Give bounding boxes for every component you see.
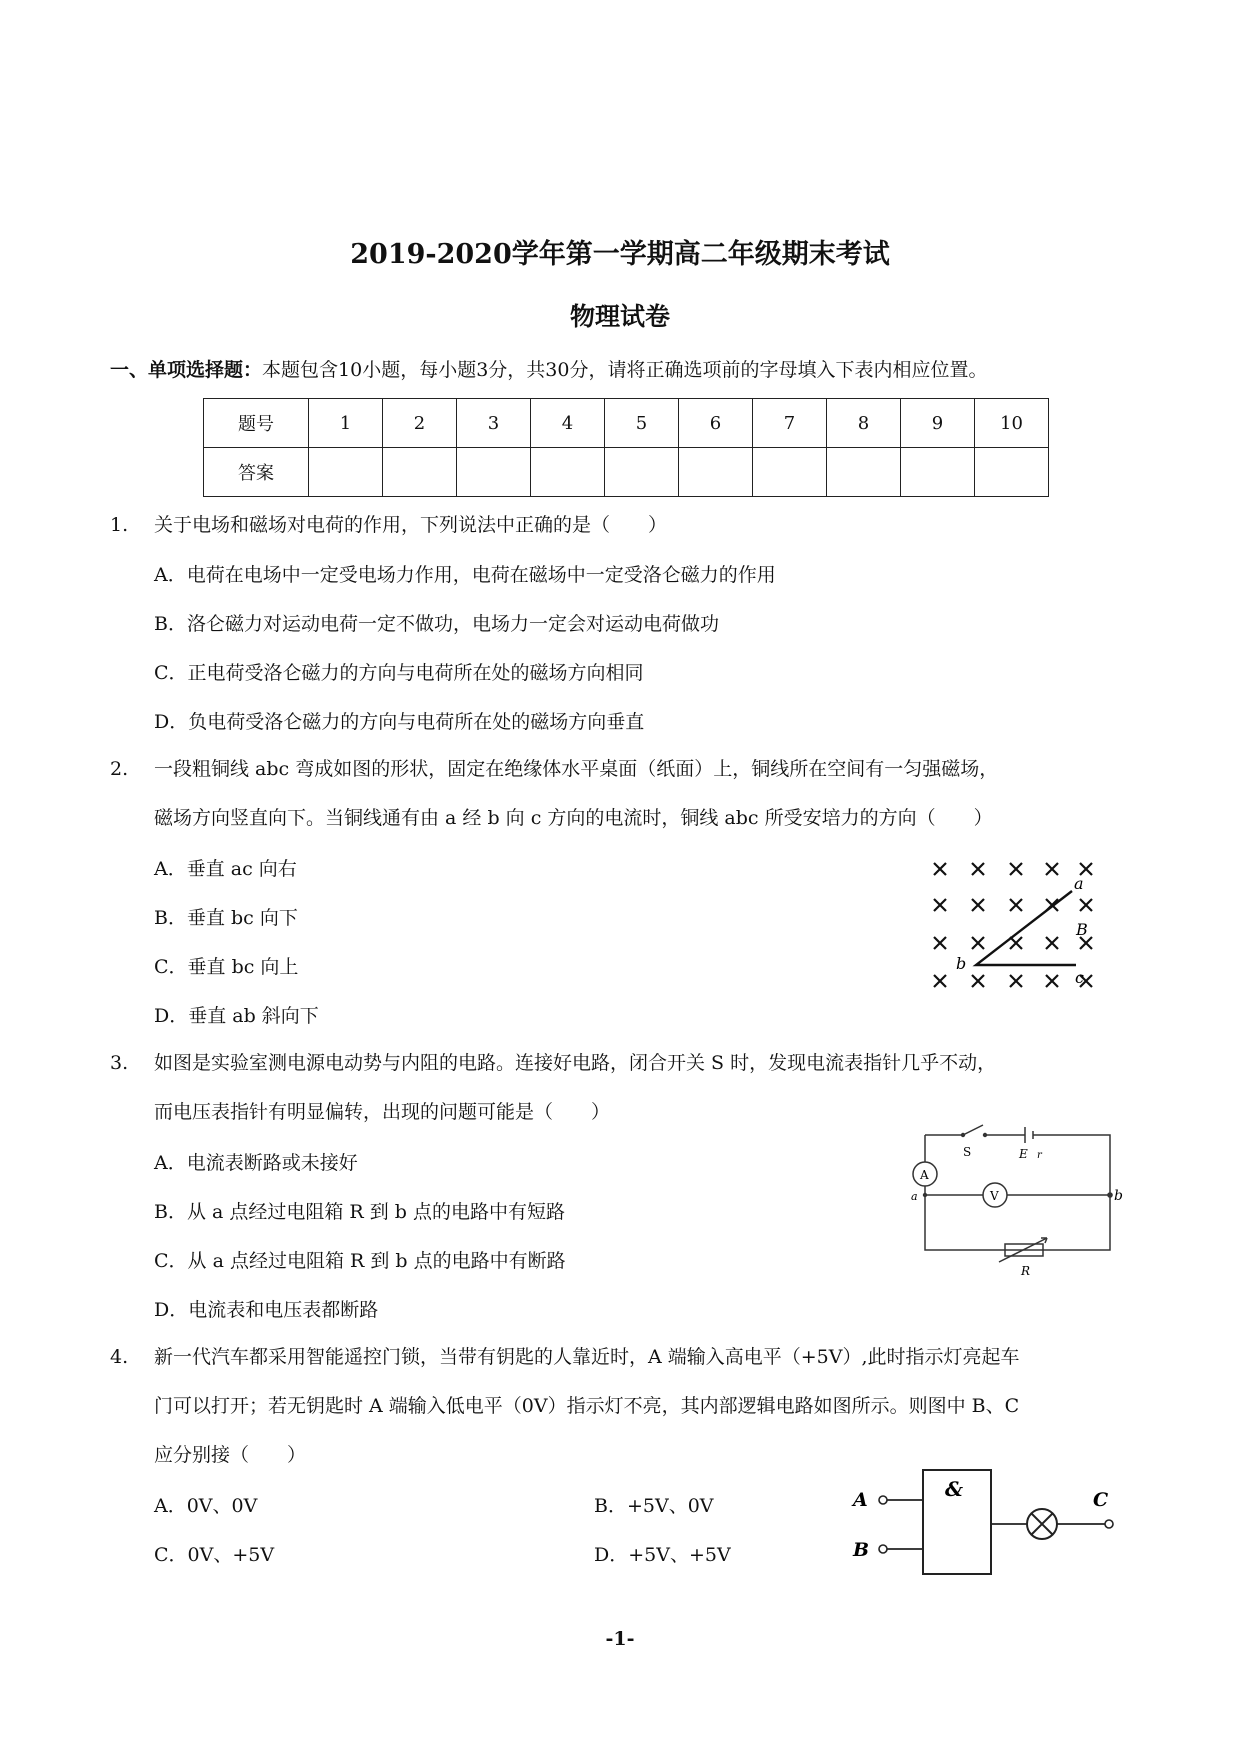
- question-3-stem-line1: 如图是实验室测电源电动势与内阻的电路。连接好电路，闭合开关 S 时，发现电流表指针几乎不动，: [154, 1052, 997, 1074]
- copper-wire-abc: [976, 891, 1076, 965]
- circuit-wires: [925, 1125, 1110, 1262]
- question-2-option-c: C．垂直 bc 向上: [154, 956, 299, 978]
- logic-gate-figure: [845, 1462, 1125, 1587]
- question-number-cell: 2: [383, 399, 457, 448]
- table-header-cell: 答案: [204, 448, 309, 497]
- label-A: A: [853, 1489, 868, 1511]
- question-2-number: 2.: [110, 758, 129, 780]
- voltmeter-label: V: [990, 1189, 999, 1203]
- question-4-stem-line2: 门可以打开；若无钥匙时 A 端输入低电平（0V）指示灯不亮，其内部逻辑电路如图所示。则图中 B、C: [154, 1395, 1020, 1417]
- label-a: a: [1074, 874, 1084, 893]
- answer-cell[interactable]: [383, 448, 457, 497]
- answer-cell[interactable]: [679, 448, 753, 497]
- question-4-stem-line3: 应分别接（ ）: [154, 1444, 307, 1466]
- page-subtitle: 物理试卷: [569, 302, 670, 331]
- and-gate-symbol: &: [945, 1477, 964, 1501]
- answer-cell[interactable]: [457, 448, 531, 497]
- question-number-cell: 4: [531, 399, 605, 448]
- question-1-stem: 关于电场和磁场对电荷的作用，下列说法中正确的是（ ）: [154, 514, 668, 536]
- label-b: b: [956, 954, 967, 973]
- question-number-cell: 9: [901, 399, 975, 448]
- question-2-option-b: B．垂直 bc 向下: [154, 907, 298, 929]
- question-number-cell: 3: [457, 399, 531, 448]
- label-a: a: [911, 1190, 918, 1203]
- label-B: B: [1076, 920, 1088, 939]
- question-3-option-c: C．从 a 点经过电阻箱 R 到 b 点的电路中有断路: [154, 1250, 566, 1272]
- question-3-stem-line2: 而电压表指针有明显偏转，出现的问题可能是（ ）: [154, 1101, 611, 1123]
- table-row: [204, 448, 1049, 497]
- output-c-terminal-icon: [1105, 1520, 1113, 1528]
- section-label: 一、单项选择题：: [110, 359, 263, 381]
- input-a-terminal-icon: [879, 1496, 887, 1504]
- question-2-option-d: D．垂直 ab 斜向下: [154, 1005, 319, 1027]
- table-row: [204, 399, 1049, 448]
- lamp-icon: [1027, 1509, 1057, 1539]
- question-number-cell: 6: [679, 399, 753, 448]
- node-b-icon: [1107, 1192, 1113, 1198]
- label-B: B: [853, 1539, 870, 1561]
- question-number-cell: 7: [753, 399, 827, 448]
- label-b: b: [1114, 1188, 1123, 1204]
- question-number-cell: 8: [827, 399, 901, 448]
- circuit-figure: [905, 1110, 1123, 1278]
- answer-cell[interactable]: [753, 448, 827, 497]
- question-4-option-b: B．+5V、0V: [594, 1495, 714, 1517]
- answer-cell[interactable]: [309, 448, 383, 497]
- question-number-cell: 10: [975, 399, 1049, 448]
- question-1-option-d: D．负电荷受洛仑磁力的方向与电荷所在处的磁场方向垂直: [154, 711, 645, 733]
- question-3-option-a: A．电流表断路或未接好: [154, 1152, 358, 1174]
- answer-cell[interactable]: [827, 448, 901, 497]
- answer-cell[interactable]: [901, 448, 975, 497]
- answer-table: [203, 398, 1049, 497]
- page-number: -1-: [605, 1628, 635, 1650]
- label-r: r: [1037, 1150, 1042, 1161]
- table-header-cell: 题号: [204, 399, 309, 448]
- page-title: 2019-2020学年第一学期高二年级期末考试: [350, 239, 890, 270]
- question-2-option-a: A．垂直 ac 向右: [154, 858, 297, 880]
- question-3-number: 3.: [110, 1052, 129, 1074]
- node-a-icon: [923, 1193, 927, 1197]
- question-3-option-d: D．电流表和电压表都断路: [154, 1299, 379, 1321]
- gate-wires: [887, 1500, 1105, 1549]
- question-4-stem-line1: 新一代汽车都采用智能遥控门锁，当带有钥匙的人靠近时，A 端输入高电平（+5V）,此时指示灯亮起车: [154, 1346, 1020, 1368]
- question-1-option-b: B．洛仑磁力对运动电荷一定不做功，电场力一定会对运动电荷做功: [154, 613, 719, 635]
- question-2-stem-line2: 磁场方向竖直向下。当铜线通有由 a 经 b 向 c 方向的电流时，铜线 abc 所受安培力的方向（ ）: [154, 807, 993, 829]
- question-4-option-a: A．0V、0V: [154, 1495, 258, 1517]
- question-4-option-c: C．0V、+5V: [154, 1544, 275, 1566]
- question-4-option-d: D．+5V、+5V: [594, 1544, 731, 1566]
- question-1-option-c: C．正电荷受洛仑磁力的方向与电荷所在处的磁场方向相同: [154, 662, 644, 684]
- question-2-stem-line1: 一段粗铜线 abc 弯成如图的形状，固定在绝缘体水平桌面（纸面）上，铜线所在空间有一匀强磁场，: [154, 758, 999, 780]
- question-number-cell: 5: [605, 399, 679, 448]
- answer-cell[interactable]: [531, 448, 605, 497]
- question-4-number: 4.: [110, 1346, 129, 1368]
- ammeter-label: A: [920, 1168, 929, 1182]
- section-heading: [110, 355, 987, 382]
- question-1-number: 1.: [110, 514, 129, 536]
- answer-cell[interactable]: [975, 448, 1049, 497]
- switch-contact-icon: [983, 1133, 987, 1137]
- switch-contact-icon: [961, 1133, 965, 1137]
- question-number-cell: 1: [309, 399, 383, 448]
- label-c: c: [1075, 968, 1084, 987]
- section-text: 本题包含10小题，每小题3分，共30分，请将正确选项前的字母填入下表内相应位置。: [262, 359, 988, 381]
- answer-cell[interactable]: [605, 448, 679, 497]
- input-b-terminal-icon: [879, 1545, 887, 1553]
- label-E: E: [1019, 1147, 1028, 1161]
- question-3-option-b: B．从 a 点经过电阻箱 R 到 b 点的电路中有短路: [154, 1201, 565, 1223]
- label-S: S: [963, 1145, 972, 1159]
- label-R: R: [1021, 1264, 1031, 1278]
- question-1-option-a: A．电荷在电场中一定受电场力作用，电荷在磁场中一定受洛仑磁力的作用: [154, 564, 776, 586]
- magnetic-field-figure: [930, 855, 1110, 1005]
- label-C: C: [1093, 1489, 1109, 1511]
